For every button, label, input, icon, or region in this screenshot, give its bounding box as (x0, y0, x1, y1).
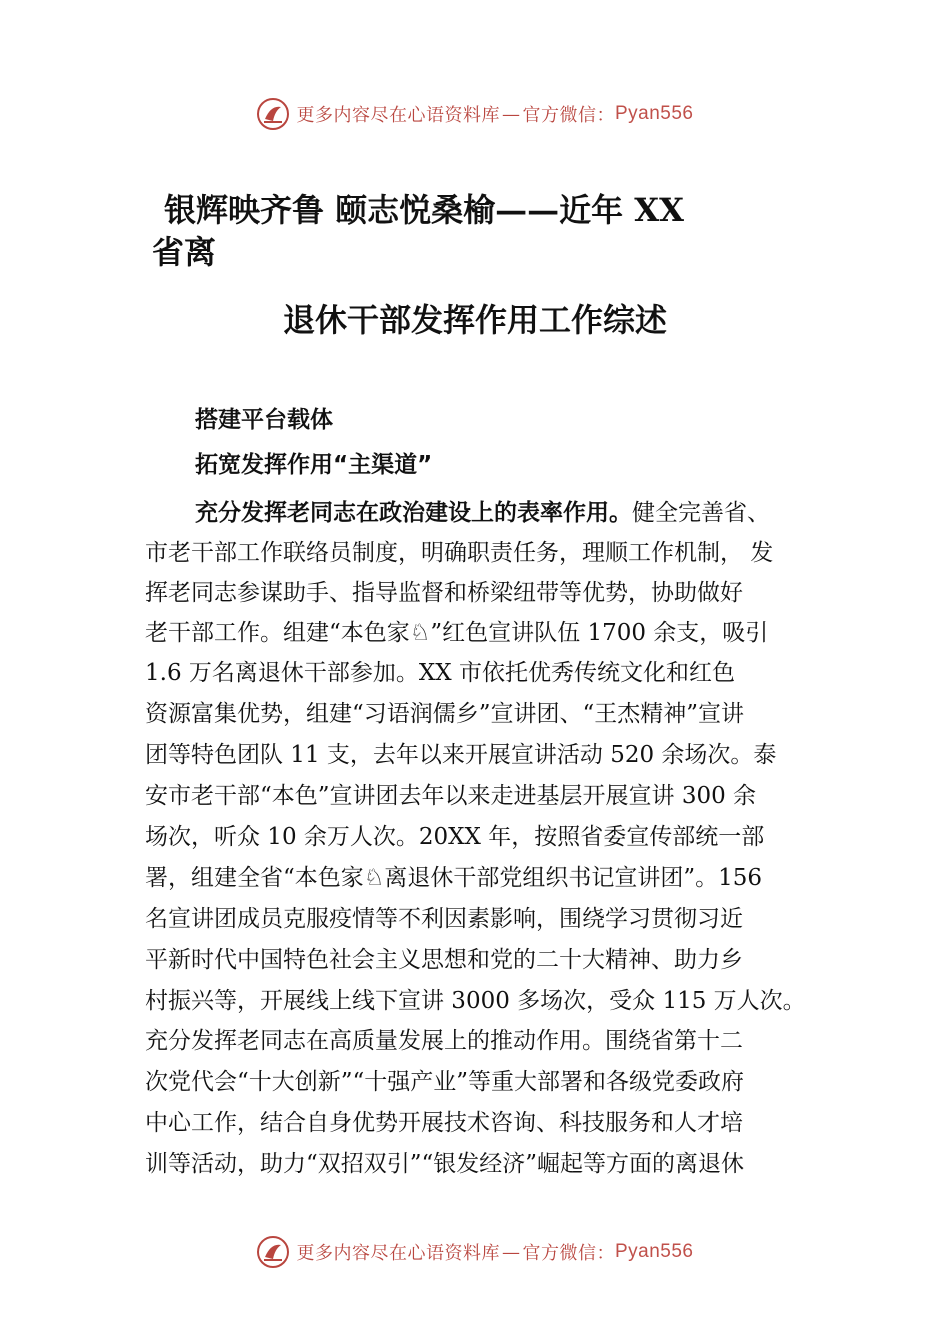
header-banner (0, 94, 950, 134)
paragraph-lead: 充分发挥老同志在政治建设上的表率作用。 (195, 500, 632, 526)
banner-contact-label: 官方微信： (522, 1243, 615, 1264)
paragraph-line: 安市老干部“本色”宣讲团去年以来走进基层开展宣讲 300 余 (145, 783, 757, 809)
paragraph-first-line (195, 497, 820, 529)
banner-separator: — (501, 103, 521, 125)
sub-heading: 拓宽发挥作用“主渠道” (195, 452, 433, 478)
book-logo-icon (256, 97, 290, 131)
document-title-line-3: 退休干部发挥作用工作综述 (282, 301, 667, 339)
banner-contact-label: 官方微信： (522, 105, 615, 126)
paragraph-line: 村振兴等，开展线上线下宣讲 3000 多场次，受众 115 万人次。 (145, 988, 806, 1014)
banner-contact-id: Pyan556 (614, 1241, 694, 1262)
footer-banner (0, 1232, 950, 1272)
paragraph-line: 充分发挥老同志在高质量发展上的推动作用。围绕省第十二 (145, 1028, 743, 1054)
book-logo-icon (256, 1235, 290, 1269)
paragraph-line: 资源富集优势，组建“习语润儒乡”宣讲团、“王杰精神”宣讲 (145, 701, 745, 727)
banner-separator: — (501, 1241, 521, 1263)
paragraph-line: 平新时代中国特色社会主义思想和党的二十大精神、助力乡 (145, 947, 743, 973)
banner-promo-text: 更多内容尽在心语资料库 (296, 105, 500, 126)
paragraph-line: 挥老同志参谋助手、指导监督和桥梁纽带等优势，协助做好 (145, 580, 743, 606)
paragraph-line: 团等特色团队 11 支，去年以来开展宣讲活动 520 余场次。泰 (145, 742, 777, 768)
paragraph-line: 市老干部工作联络员制度，明确职责任务，理顺工作机制， 发 (145, 540, 774, 566)
paragraph-line: 署，组建全省“本色家♘离退休干部党组织书记宣讲团”。156 (145, 865, 763, 891)
paragraph-line: 1.6 万名离退休干部参加。XX 市依托优秀传统文化和红色 (145, 660, 735, 686)
paragraph-first-line-rest: 健全完善省、 (632, 500, 770, 526)
document-title-line-2: 省离 (152, 233, 217, 271)
paragraph-line: 场次，听众 10 余万人次。20XX 年，按照省委宣传部统一部 (145, 824, 765, 850)
banner-contact-id: Pyan556 (614, 103, 694, 124)
document-title-line-1: 银辉映齐鲁 颐志悦桑榆——近年 XX (164, 191, 684, 229)
section-heading: 搭建平台载体 (195, 407, 333, 433)
paragraph-line: 老干部工作。组建“本色家♘”红色宣讲队伍 1700 余支，吸引 (145, 620, 769, 646)
paragraph-line: 名宣讲团成员克服疫情等不利因素影响，围绕学习贯彻习近 (145, 906, 743, 932)
banner-promo-text: 更多内容尽在心语资料库 (296, 1243, 500, 1264)
paragraph-line: 中心工作，结合自身优势开展技术咨询、科技服务和人才培 (145, 1110, 743, 1136)
paragraph-line: 训等活动，助力“双招双引”“银发经济”崛起等方面的离退休 (145, 1151, 745, 1177)
paragraph-line: 次党代会“十大创新”“十强产业”等重大部署和各级党委政府 (145, 1069, 745, 1095)
